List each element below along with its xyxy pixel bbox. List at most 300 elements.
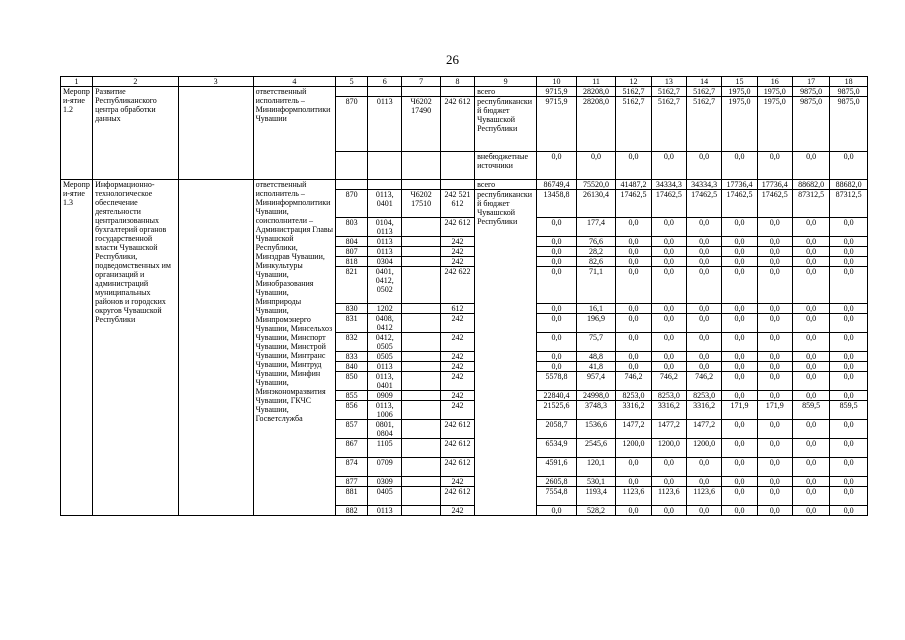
grbs-code: 882 (336, 506, 368, 516)
value-cell: 0,0 (722, 267, 757, 304)
value-cell: 0,0 (537, 237, 577, 247)
value-cell: 5162,7 (616, 97, 651, 152)
value-cell: 7554,8 (537, 487, 577, 506)
value-cell: 0,0 (830, 391, 868, 401)
value-cell: 0,0 (722, 152, 757, 180)
grbs-code: 833 (336, 352, 368, 362)
csr-code: Ч6202 17510 (402, 190, 441, 218)
value-cell: 171,9 (722, 401, 757, 420)
value-cell: 1536,6 (576, 420, 616, 439)
value-cell: 0,0 (651, 304, 686, 314)
value-cell: 28208,0 (576, 87, 616, 97)
value-cell: 0,0 (686, 362, 721, 372)
value-cell: 0,0 (757, 458, 792, 477)
vr-code: 242 (440, 477, 474, 487)
value-cell: 0,0 (537, 506, 577, 516)
value-cell: 120,1 (576, 458, 616, 477)
value-cell: 9715,9 (537, 97, 577, 152)
value-cell: 0,0 (792, 304, 829, 314)
value-cell: 5162,7 (651, 87, 686, 97)
value-cell: 0,0 (722, 372, 757, 391)
value-cell: 0,0 (686, 506, 721, 516)
value-cell: 0,0 (830, 267, 868, 304)
executor: ответственный исполнитель – Мининформполитики Чувашии (253, 87, 335, 180)
value-cell: 13458,8 (537, 190, 577, 218)
rzpr-code: 0401, 0412, 0502 (368, 267, 402, 304)
vr-code: 242 612 (440, 439, 474, 458)
value-cell: 41487,2 (616, 180, 651, 190)
csr-code (402, 372, 441, 391)
funding-source: всего (475, 180, 537, 190)
grbs-code: 830 (336, 304, 368, 314)
vr-code: 242 612 (440, 487, 474, 506)
value-cell: 17462,5 (616, 190, 651, 218)
value-cell: 1193,4 (576, 487, 616, 506)
value-cell: 9715,9 (537, 87, 577, 97)
funding-source: всего (475, 87, 537, 97)
event-name: Развитие Республиканского центра обработки данных (93, 87, 179, 180)
value-cell: 1477,2 (651, 420, 686, 439)
value-cell: 0,0 (651, 314, 686, 333)
empty-cell (440, 152, 474, 180)
column-number-13: 13 (651, 77, 686, 87)
column-number-7: 7 (402, 77, 441, 87)
value-cell: 0,0 (616, 506, 651, 516)
value-cell: 0,0 (686, 333, 721, 352)
grbs-code: 840 (336, 362, 368, 372)
value-cell: 1975,0 (757, 97, 792, 152)
value-cell: 0,0 (792, 487, 829, 506)
value-cell: 0,0 (830, 458, 868, 477)
value-cell: 0,0 (792, 477, 829, 487)
value-cell: 5162,7 (616, 87, 651, 97)
value-cell: 0,0 (616, 152, 651, 180)
csr-code (402, 420, 441, 439)
value-cell: 41,8 (576, 362, 616, 372)
event-number: Меропри-ятие 1.3 (61, 180, 93, 516)
value-cell: 0,0 (757, 362, 792, 372)
value-cell: 0,0 (616, 458, 651, 477)
value-cell: 2605,8 (537, 477, 577, 487)
value-cell: 1123,6 (651, 487, 686, 506)
value-cell: 0,0 (830, 218, 868, 237)
value-cell: 0,0 (792, 458, 829, 477)
value-cell: 0,0 (686, 477, 721, 487)
vr-code: 242 (440, 237, 474, 247)
value-cell: 0,0 (616, 247, 651, 257)
value-cell: 17462,5 (722, 190, 757, 218)
grbs-code: 881 (336, 487, 368, 506)
grbs-code: 870 (336, 190, 368, 218)
value-cell: 3316,2 (651, 401, 686, 420)
value-cell: 0,0 (757, 439, 792, 458)
value-cell: 0,0 (651, 237, 686, 247)
value-cell: 0,0 (722, 362, 757, 372)
value-cell: 0,0 (792, 391, 829, 401)
value-cell: 0,0 (830, 506, 868, 516)
rzpr-code: 0104, 0113 (368, 218, 402, 237)
value-cell: 0,0 (792, 333, 829, 352)
value-cell: 0,0 (722, 420, 757, 439)
value-cell: 0,0 (830, 352, 868, 362)
column-number-12: 12 (616, 77, 651, 87)
empty-cell (336, 180, 368, 190)
grbs-code: 877 (336, 477, 368, 487)
value-cell: 0,0 (830, 247, 868, 257)
value-cell: 0,0 (651, 218, 686, 237)
rzpr-code: 0505 (368, 352, 402, 362)
csr-code (402, 218, 441, 237)
grbs-code: 850 (336, 372, 368, 391)
value-cell: 0,0 (792, 362, 829, 372)
event-name: Информационно-технологическое обеспечение деятельности централизованных бухгалтерий органов государственной власти Чувашской Республики, подведомственных им организаций и администраций муниципальных районов и городских округов Чувашской Республики (93, 180, 179, 516)
value-cell: 75520,0 (576, 180, 616, 190)
value-cell: 6534,9 (537, 439, 577, 458)
value-cell: 0,0 (792, 247, 829, 257)
value-cell: 34334,3 (686, 180, 721, 190)
page-number: 26 (446, 52, 459, 67)
csr-code (402, 458, 441, 477)
value-cell: 22840,4 (537, 391, 577, 401)
event-number: Меропри-ятие 1.2 (61, 87, 93, 180)
csr-code (402, 439, 441, 458)
value-cell: 34334,3 (651, 180, 686, 190)
vr-code: 242 (440, 257, 474, 267)
value-cell: 87312,5 (830, 190, 868, 218)
value-cell: 528,2 (576, 506, 616, 516)
csr-code (402, 401, 441, 420)
rzpr-code: 0309 (368, 477, 402, 487)
rzpr-code: 0304 (368, 257, 402, 267)
value-cell: 5162,7 (651, 97, 686, 152)
value-cell: 0,0 (830, 152, 868, 180)
value-cell: 0,0 (651, 333, 686, 352)
budget-table (60, 76, 868, 516)
value-cell: 1975,0 (722, 87, 757, 97)
value-cell: 0,0 (686, 304, 721, 314)
rzpr-code: 0405 (368, 487, 402, 506)
column-number-6: 6 (368, 77, 402, 87)
value-cell: 0,0 (722, 257, 757, 267)
value-cell: 28,2 (576, 247, 616, 257)
value-cell: 0,0 (792, 237, 829, 247)
table-row (61, 180, 868, 190)
value-cell: 21525,6 (537, 401, 577, 420)
rzpr-code: 1202 (368, 304, 402, 314)
value-cell: 0,0 (830, 372, 868, 391)
value-cell: 0,0 (722, 314, 757, 333)
value-cell: 0,0 (686, 152, 721, 180)
value-cell: 0,0 (830, 439, 868, 458)
value-cell: 0,0 (757, 420, 792, 439)
value-cell: 9875,0 (830, 97, 868, 152)
value-cell: 0,0 (686, 352, 721, 362)
rzpr-code: 0113 (368, 97, 402, 152)
value-cell: 5162,7 (686, 97, 721, 152)
csr-code (402, 257, 441, 267)
value-cell: 82,6 (576, 257, 616, 267)
vr-code: 242 (440, 314, 474, 333)
value-cell: 0,0 (616, 362, 651, 372)
value-cell: 71,1 (576, 267, 616, 304)
value-cell: 0,0 (651, 152, 686, 180)
value-cell: 28208,0 (576, 97, 616, 152)
value-cell: 0,0 (686, 458, 721, 477)
value-cell: 0,0 (651, 506, 686, 516)
value-cell: 0,0 (686, 267, 721, 304)
csr-code (402, 333, 441, 352)
value-cell: 9875,0 (792, 87, 829, 97)
value-cell: 177,4 (576, 218, 616, 237)
rzpr-code: 0113 (368, 237, 402, 247)
csr-code (402, 391, 441, 401)
value-cell: 0,0 (830, 333, 868, 352)
csr-code (402, 362, 441, 372)
value-cell: 3748,3 (576, 401, 616, 420)
rzpr-code: 0113 (368, 506, 402, 516)
value-cell: 0,0 (830, 362, 868, 372)
column-number-16: 16 (757, 77, 792, 87)
value-cell: 1477,2 (686, 420, 721, 439)
value-cell: 1477,2 (616, 420, 651, 439)
value-cell: 48,8 (576, 352, 616, 362)
value-cell: 0,0 (537, 314, 577, 333)
column-number-15: 15 (722, 77, 757, 87)
rzpr-code: 0408, 0412 (368, 314, 402, 333)
funding-source: внебюджетные источники (475, 152, 537, 180)
empty-cell (368, 152, 402, 180)
value-cell: 0,0 (722, 218, 757, 237)
value-cell: 0,0 (757, 352, 792, 362)
value-cell: 9875,0 (792, 97, 829, 152)
vr-code: 242 (440, 506, 474, 516)
value-cell: 0,0 (651, 257, 686, 267)
value-cell: 0,0 (651, 477, 686, 487)
value-cell: 5162,7 (686, 87, 721, 97)
value-cell: 0,0 (686, 237, 721, 247)
value-cell: 0,0 (792, 352, 829, 362)
column-number-17: 17 (792, 77, 829, 87)
column-number-2: 2 (93, 77, 179, 87)
csr-code (402, 314, 441, 333)
column-number-18: 18 (830, 77, 868, 87)
value-cell: 1200,0 (616, 439, 651, 458)
grbs-code: 804 (336, 237, 368, 247)
value-cell: 0,0 (830, 477, 868, 487)
value-cell: 0,0 (651, 458, 686, 477)
empty-cell (440, 87, 474, 97)
value-cell: 0,0 (616, 314, 651, 333)
value-cell: 0,0 (722, 487, 757, 506)
table-body (61, 87, 868, 516)
rzpr-code: 0412, 0505 (368, 333, 402, 352)
rzpr-code: 0113 (368, 247, 402, 257)
csr-code (402, 304, 441, 314)
value-cell: 0,0 (757, 372, 792, 391)
value-cell: 17736,4 (722, 180, 757, 190)
grbs-code: 874 (336, 458, 368, 477)
value-cell: 0,0 (722, 477, 757, 487)
column-number-9: 9 (475, 77, 537, 87)
value-cell: 26130,4 (576, 190, 616, 218)
value-cell: 86749,4 (537, 180, 577, 190)
value-cell: 0,0 (757, 333, 792, 352)
value-cell: 0,0 (792, 152, 829, 180)
value-cell: 1200,0 (651, 439, 686, 458)
value-cell: 530,1 (576, 477, 616, 487)
value-cell: 0,0 (792, 420, 829, 439)
value-cell: 859,5 (792, 401, 829, 420)
value-cell: 0,0 (757, 304, 792, 314)
column-number-5: 5 (336, 77, 368, 87)
grbs-code: 831 (336, 314, 368, 333)
rzpr-code: 0113, 0401 (368, 190, 402, 218)
grbs-code: 856 (336, 401, 368, 420)
value-cell: 0,0 (722, 333, 757, 352)
value-cell: 0,0 (686, 314, 721, 333)
value-cell: 24998,0 (576, 391, 616, 401)
empty-cell (402, 152, 441, 180)
value-cell: 0,0 (686, 218, 721, 237)
grbs-code: 818 (336, 257, 368, 267)
value-cell: 746,2 (616, 372, 651, 391)
value-cell: 0,0 (830, 237, 868, 247)
rzpr-code: 0801, 0804 (368, 420, 402, 439)
vr-code: 242 (440, 362, 474, 372)
value-cell: 2545,6 (576, 439, 616, 458)
vr-code: 242 (440, 333, 474, 352)
rzpr-code: 0709 (368, 458, 402, 477)
value-cell: 75,7 (576, 333, 616, 352)
value-cell: 0,0 (616, 237, 651, 247)
grbs-code: 803 (336, 218, 368, 237)
csr-code (402, 506, 441, 516)
value-cell: 1200,0 (686, 439, 721, 458)
value-cell: 196,9 (576, 314, 616, 333)
value-cell: 0,0 (757, 391, 792, 401)
vr-code: 242 612 (440, 218, 474, 237)
value-cell: 16,1 (576, 304, 616, 314)
value-cell: 17462,5 (686, 190, 721, 218)
value-cell: 0,0 (757, 506, 792, 516)
value-cell: 0,0 (722, 247, 757, 257)
empty-cell (368, 180, 402, 190)
grbs-code: 870 (336, 97, 368, 152)
value-cell: 17462,5 (651, 190, 686, 218)
value-cell: 0,0 (722, 304, 757, 314)
column-number-10: 10 (537, 77, 577, 87)
value-cell: 17462,5 (757, 190, 792, 218)
value-cell: 0,0 (792, 257, 829, 267)
value-cell: 0,0 (722, 458, 757, 477)
value-cell: 0,0 (830, 314, 868, 333)
grbs-code: 821 (336, 267, 368, 304)
column-number-3: 3 (178, 77, 253, 87)
value-cell: 0,0 (792, 314, 829, 333)
value-cell: 0,0 (757, 487, 792, 506)
executor: ответственный исполнитель – Мининформполитики Чувашии, соисполнители – Администрация Главы Чувашской Республики, Минздрав Чувашии, Минкультуры Чувашии, Минобразования Чувашии, Минприроды Чувашии, Минпромэнерго Чувашии, Минсельхоз Чувашии, Минспорт Чувашии, Минстрой Чувашии, Минтранс Чувашии, Минтруд Чувашии, Минфин Чувашии, Минэкономразвития Чувашии, ГКЧС Чувашии, Госветслужба (253, 180, 335, 516)
empty-cell (440, 180, 474, 190)
csr-code (402, 267, 441, 304)
csr-code (402, 487, 441, 506)
csr-code (402, 237, 441, 247)
value-cell: 0,0 (651, 352, 686, 362)
value-cell: 0,0 (757, 247, 792, 257)
value-cell: 88682,0 (792, 180, 829, 190)
grbs-code: 832 (336, 333, 368, 352)
value-cell: 0,0 (757, 237, 792, 247)
value-cell: 0,0 (830, 257, 868, 267)
value-cell: 0,0 (830, 487, 868, 506)
grbs-code: 855 (336, 391, 368, 401)
vr-code: 242 612 (440, 97, 474, 152)
value-cell: 87312,5 (792, 190, 829, 218)
value-cell: 1975,0 (757, 87, 792, 97)
value-cell: 0,0 (537, 267, 577, 304)
value-cell: 0,0 (757, 257, 792, 267)
vr-code: 242 612 (440, 458, 474, 477)
value-cell: 2058,7 (537, 420, 577, 439)
vr-code: 242 (440, 401, 474, 420)
value-cell: 3316,2 (686, 401, 721, 420)
empty-cell (368, 87, 402, 97)
value-cell: 0,0 (830, 304, 868, 314)
column-number-4: 4 (253, 77, 335, 87)
csr-code (402, 247, 441, 257)
value-cell: 746,2 (686, 372, 721, 391)
csr-code: Ч6202 17490 (402, 97, 441, 152)
empty-cell (336, 87, 368, 97)
value-cell: 0,0 (651, 362, 686, 372)
column-number-1: 1 (61, 77, 93, 87)
value-cell: 5578,8 (537, 372, 577, 391)
empty-cell (178, 180, 253, 516)
value-cell: 0,0 (651, 247, 686, 257)
funding-source: республиканский бюджет Чувашской Республики (475, 97, 537, 152)
value-cell: 0,0 (616, 267, 651, 304)
value-cell: 0,0 (576, 152, 616, 180)
column-number-14: 14 (686, 77, 721, 87)
value-cell: 0,0 (792, 372, 829, 391)
value-cell: 1975,0 (722, 97, 757, 152)
value-cell: 0,0 (537, 152, 577, 180)
vr-code: 612 (440, 304, 474, 314)
column-number-8: 8 (440, 77, 474, 87)
rzpr-code: 0113, 1006 (368, 401, 402, 420)
vr-code: 242 (440, 247, 474, 257)
value-cell: 171,9 (757, 401, 792, 420)
value-cell: 8253,0 (686, 391, 721, 401)
value-cell: 0,0 (651, 267, 686, 304)
value-cell: 0,0 (537, 304, 577, 314)
vr-code: 242 (440, 391, 474, 401)
rzpr-code: 0113, 0401 (368, 372, 402, 391)
column-number-11: 11 (576, 77, 616, 87)
rzpr-code: 0909 (368, 391, 402, 401)
value-cell: 0,0 (830, 420, 868, 439)
value-cell: 0,0 (686, 247, 721, 257)
value-cell: 8253,0 (616, 391, 651, 401)
funding-source: республиканский бюджет Чувашской Республики (475, 190, 537, 516)
value-cell: 0,0 (792, 218, 829, 237)
value-cell: 0,0 (757, 152, 792, 180)
value-cell: 17736,4 (757, 180, 792, 190)
value-cell: 0,0 (792, 267, 829, 304)
table-row (61, 87, 868, 97)
value-cell: 0,0 (757, 477, 792, 487)
vr-code: 242 521 612 (440, 190, 474, 218)
empty-cell (336, 152, 368, 180)
